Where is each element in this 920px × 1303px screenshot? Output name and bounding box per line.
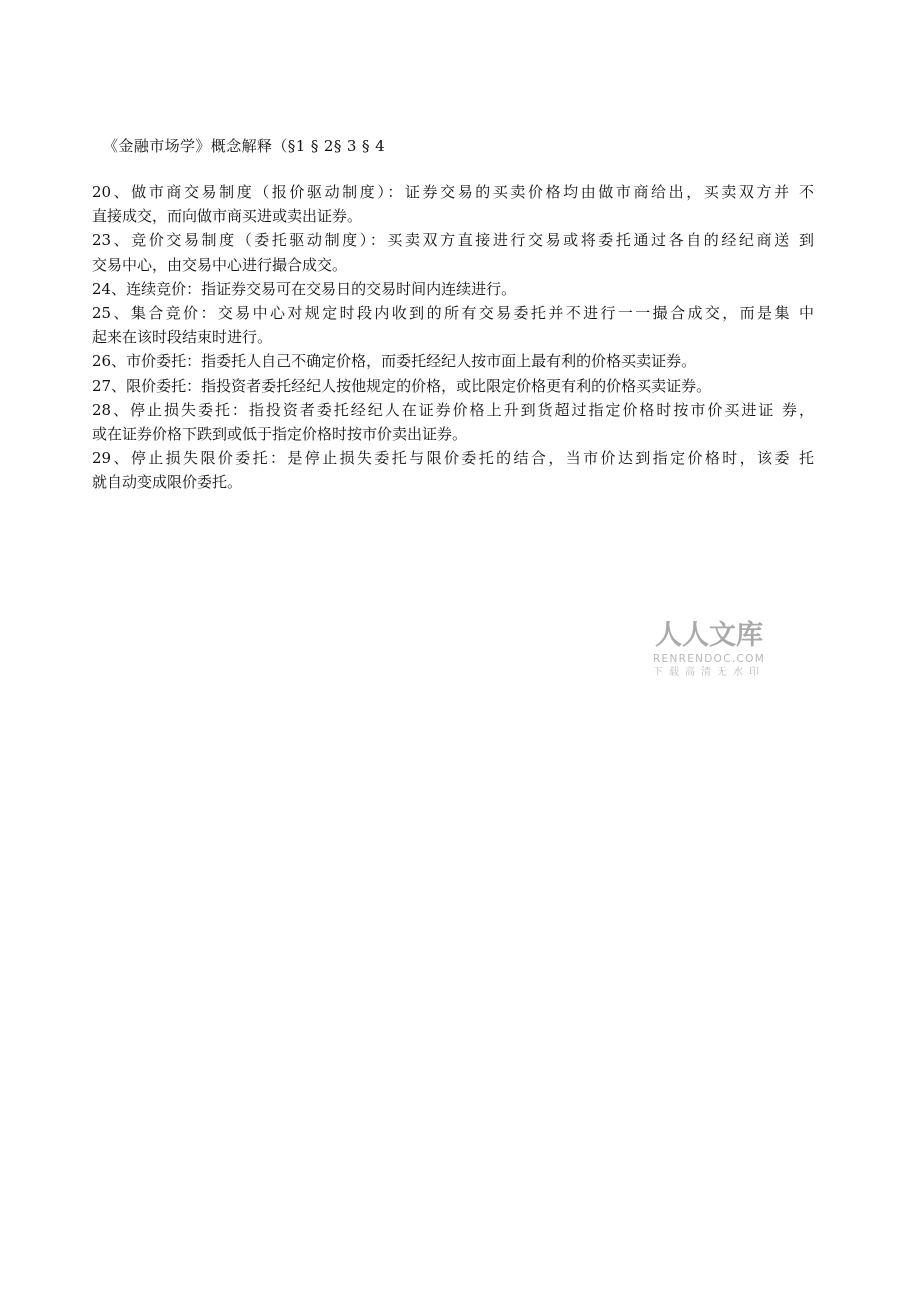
renrendoc-watermark xyxy=(645,620,773,680)
watermark-title: 人人文库 xyxy=(655,620,763,651)
entry-20-line-2: 直接成交，而向做市商买进或卖出证券。 xyxy=(92,207,363,226)
watermark-domain: RENRENDOC.COM xyxy=(652,653,766,665)
entry-28-line-2: 或在证券价格下跌到或低于指定价格时按市价卖出证券。 xyxy=(92,424,468,443)
entry-26-line-1: 26、市价委托：指委托人自己不确定价格，而委托经纪人按市面上最有利的价格买卖证券。 xyxy=(92,352,697,371)
entry-23-line-2: 交易中心，由交易中心进行撮合成交。 xyxy=(92,255,348,274)
document-body xyxy=(92,180,814,494)
entry-28-line-1: 28、停止损失委托：指投资者委托经纪人在证券价格上升到货超过指定价格时按市价买进证 券， xyxy=(92,400,814,419)
entry-29-line-1: 29、停止损失限价委托：是停止损失委托与限价委托的结合，当市价达到指定价格时，该委 托 xyxy=(92,449,814,468)
entry-27-line-1: 27、限价委托：指投资者委托经纪人按他规定的价格，或比限定价格更有利的价格买卖证券。 xyxy=(92,376,712,395)
entry-29-line-2: 就自动变成限价委托。 xyxy=(92,473,243,492)
watermark-slogan: 下载高清无水印 xyxy=(653,667,765,678)
entry-25-line-2: 起来在该时段结束时进行。 xyxy=(92,328,273,347)
entry-23-line-1: 23、竞价交易制度（委托驱动制度）：买卖双方直接进行交易或将委托通过各自的经纪商送 到 xyxy=(92,231,814,250)
entry-20-line-1: 20、做市商交易制度（报价驱动制度）：证券交易的买卖价格均由做市商给出，买卖双方并 不 xyxy=(92,183,814,201)
entry-25-line-1: 25、集合竞价：交易中心对规定时段内收到的所有交易委托并不进行一一撮合成交，而是集 中 xyxy=(92,303,814,322)
entry-24-line-1: 24、连续竞价：指证券交易可在交易日的交易时间内连续进行。 xyxy=(92,279,517,298)
document-title: 《金融市场学》概念解释（§1 § 2§ 3 § 4 xyxy=(103,137,386,155)
